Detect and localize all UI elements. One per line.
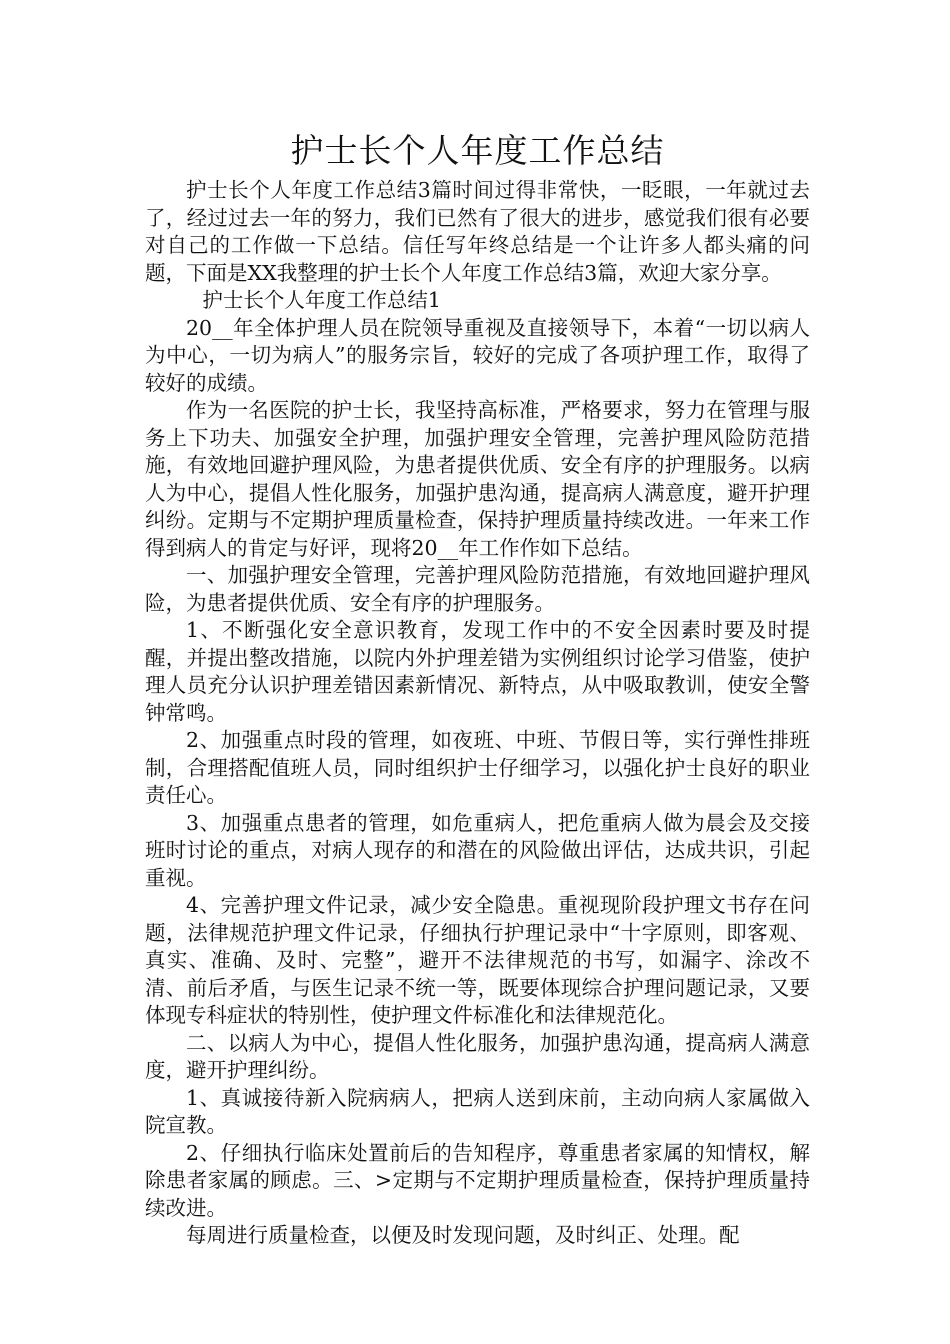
body-paragraph: 作为一名医院的护士长，我坚持高标准，严格要求，努力在管理与服务上下功夫、加强安全护理，加强护理安全管理，完善护理风险防范措施，有效地回避护理风险，为患者提供优质、安全有序的护理服务。以病人为中心，提倡人性化服务，加强护患沟通，提高病人满意度，避开护理纠纷。定期与不定期护理质量检查，保持护理质量持续改进。一年来工作得到病人的肯定与好评，现将20__年工作作如下总结。 <box>145 398 810 560</box>
intro-paragraph: 护士长个人年度工作总结3篇时间过得非常快，一眨眼，一年就过去了，经过过去一年的努力，我们已然有了很大的进步，感觉我们很有必要对自己的工作做一下总结。信任写年终总结是一个让许多人都头痛的问题，下面是XX我整理的护士长个人年度工作总结3篇，欢迎大家分享。 <box>145 178 810 285</box>
document-page <box>145 125 810 1250</box>
body-paragraph: 每周进行质量检查，以便及时发现问题，及时纠正、处理。配 <box>186 1223 740 1247</box>
body-paragraph: 二、以病人为中心，提倡人性化服务，加强护患沟通，提高病人满意度，避开护理纠纷。 <box>145 1030 810 1082</box>
body-paragraph: 1、真诚接待新入院病病人，把病人送到床前，主动向病人家属做入院宣教。 <box>145 1085 810 1137</box>
body-paragraph: 一、加强护理安全管理，完善护理风险防范措施，有效地回避护理风险，为患者提供优质、安全有序的护理服务。 <box>145 563 810 615</box>
body-paragraph: 3、加强重点患者的管理，如危重病人，把危重病人做为晨会及交接班时讨论的重点，对病人现存的和潜在的风险做出评估，达成共识，引起重视。 <box>145 810 810 890</box>
body-paragraph: 20__年全体护理人员在院领导重视及直接领导下，本着“一切以病人为中心，一切为病人”的服务宗旨，较好的完成了各项护理工作，取得了较好的成绩。 <box>145 315 810 395</box>
body-paragraph: 1、不断强化安全意识教育，发现工作中的不安全因素时要及时提醒，并提出整改措施，以院内外护理差错为实例组织讨论学习借鉴，使护理人员充分认识护理差错因素新情况、新特点，从中吸取教训，使安全警钟常鸣。 <box>145 618 810 725</box>
document-title: 护士长个人年度工作总结 <box>290 131 665 170</box>
body-paragraph: 2、仔细执行临床处置前后的告知程序，尊重患者家属的知情权，解除患者家属的顾虑。三、>定期与不定期护理质量检查，保持护理质量持续改进。 <box>145 1140 810 1220</box>
body-paragraph: 4、完善护理文件记录，减少安全隐患。重视现阶段护理文书存在问题，法律规范护理文件记录，仔细执行护理记录中“十字原则，即客观、真实、准确、及时、完整”，避开不法律规范的书写，如漏字、涂改不清、前后矛盾，与医生记录不统一等，既要体现综合护理问题记录，又要体现专科症状的特别性，使护理文件标准化和法律规范化。 <box>145 893 810 1027</box>
section-heading: 护士长个人年度工作总结1 <box>202 288 441 312</box>
body-paragraph: 2、加强重点时段的管理，如夜班、中班、节假日等，实行弹性排班制，合理搭配值班人员，同时组织护士仔细学习，以强化护士良好的职业责任心。 <box>145 728 810 807</box>
